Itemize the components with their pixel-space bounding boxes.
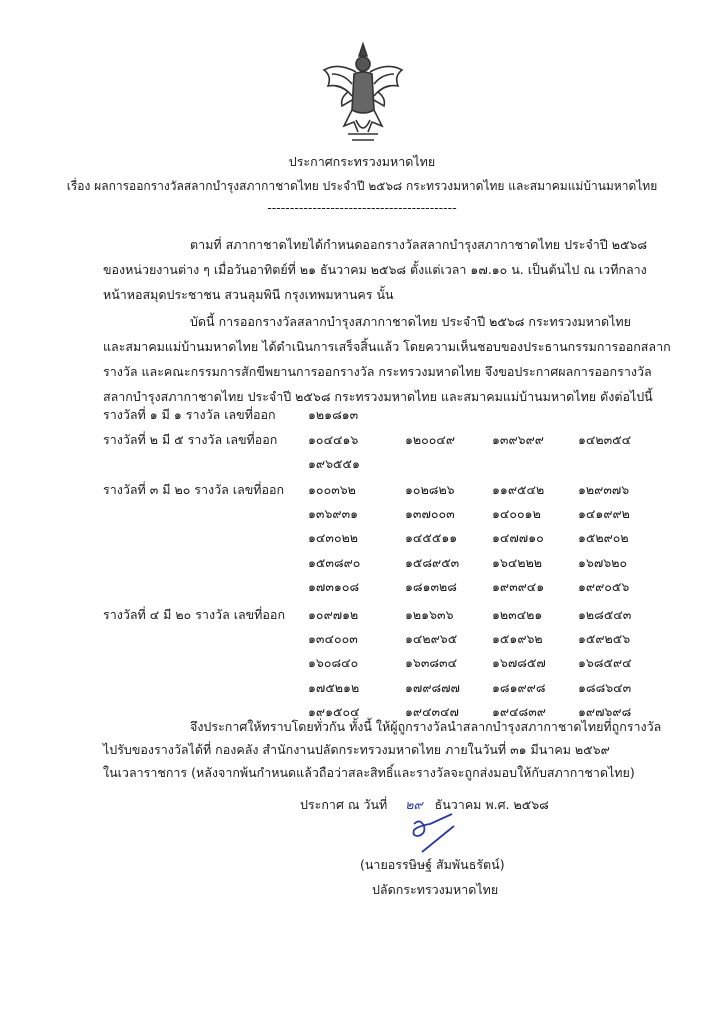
para3-line: ไปรับของรางวัลได้ที่ กองคลัง สำนักงานปลัดกระทรวงมหาดไทย ภายในวันที่ ๓๑ มีนาคม ๒๕๖๙ xyxy=(103,742,610,757)
prize-3-number: ๑๐๐๓๖๒ xyxy=(308,482,356,497)
prize-1-number: ๑๒๑๘๑๓ xyxy=(308,407,359,422)
garuda-emblem xyxy=(318,40,408,145)
prize-4-number: ๑๙๔๓๔๗ xyxy=(405,703,459,719)
date-day: ๒๙ xyxy=(405,797,423,812)
prize-4-number: ๑๓๔๐๐๓ xyxy=(308,631,358,647)
prize-4-number: ๑๖๗๘๕๗ xyxy=(492,655,546,671)
prize-3-number: ๑๕๘๙๕๓ xyxy=(405,554,460,570)
prize-2-label: รางวัลที่ ๒ มี ๕ รางวัล เลขที่ออก xyxy=(103,432,278,447)
para2-line: รางวัล และคณะกรรมการสักขีพยานการออกรางวัล กระทรวงมหาดไทย จึงขอประกาศผลการออกรางวัล xyxy=(103,364,652,379)
prize-3-number: ๑๘๑๓๒๘ xyxy=(405,578,457,594)
para3-line: ในเวลาราชการ (หลังจากพ้นกำหนดแล้วถือว่าสละสิทธิ์และรางวัลจะถูกส่งมอบให้กับสภากาชาดไทย) xyxy=(103,765,635,780)
prize-4-number: ๑๘๑๙๙๘ xyxy=(492,679,546,695)
prize-4-number: ๑๖๓๘๓๔ xyxy=(405,655,458,671)
prize-4-number: ๑๗๙๘๗๗ xyxy=(405,679,460,695)
prize-3-number: ๑๙๓๙๔๑ xyxy=(492,578,545,594)
prize-3-number: ๑๖๗๖๒๐ xyxy=(578,554,628,570)
prize-3-number: ๑๔๐๐๑๒ xyxy=(492,506,541,522)
prize-4-number: ๑๐๙๗๑๒ xyxy=(308,607,359,622)
prize-3-number: ๑๔๕๕๑๑ xyxy=(405,530,458,546)
prize-3-number: ๑๐๒๘๒๖ xyxy=(405,482,455,497)
announcement-subject: เรื่อง ผลการออกรางวัลสลากบำรุงสภากาชาดไทย ประจำปี ๒๕๖๘ กระทรวงมหาดไทย และสมาคมแม่บ้านมหาดไทย xyxy=(66,179,658,193)
prize-3-label: รางวัลที่ ๓ มี ๒๐ รางวัล เลขที่ออก xyxy=(103,482,285,497)
prize-1-label: รางวัลที่ ๑ มี ๑ รางวัล เลขที่ออก xyxy=(103,407,276,422)
prize-3-number: ๑๖๔๒๒๒ xyxy=(492,554,543,570)
prize-4-number: ๑๔๒๙๖๕ xyxy=(405,631,458,647)
prize-3-number: ๑๓๗๐๐๓ xyxy=(405,506,455,522)
prize-3-number: ๑๙๙๐๕๖ xyxy=(578,578,630,594)
date-prefix: ประกาศ ณ วันที่ xyxy=(300,797,388,812)
para2-line: และสมาคมแม่บ้านมหาดไทย ได้ดำเนินการเสร็จสิ้นแล้ว โดยความเห็นชอบของประธานกรรมการออกสลาก xyxy=(103,339,671,354)
prize-2-number: ๑๙๖๕๕๑ xyxy=(308,456,360,472)
prize-4-number: ๑๒๑๖๓๖ xyxy=(405,607,454,622)
signer-position: ปลัดกระทรวงมหาดไทย xyxy=(372,882,499,897)
para1-line: หน้าหอสมุดประชาชน สวนลุมพินี กรุงเทพมหานคร นั้น xyxy=(103,287,394,302)
prize-3-number: ๑๕๓๘๙๐ xyxy=(308,554,361,570)
prize-4-number: ๑๕๙๒๕๖ xyxy=(578,631,631,647)
prize-3-number: ๑๒๙๓๗๖ xyxy=(578,482,630,497)
prize-3-number: ๑๔๑๙๙๒ xyxy=(578,506,630,522)
announcement-title: ประกาศกระทรวงมหาดไทย xyxy=(288,154,436,169)
divider-line: ------------------------------------------ xyxy=(267,200,457,215)
prize-3-number: ๑๗๓๑๐๘ xyxy=(308,578,360,594)
prize-3-number: ๑๔๗๗๑๐ xyxy=(492,530,544,546)
signer-name: (นายอรรษิษฐ์ สัมพันธรัตน์) xyxy=(360,857,505,872)
prize-2-number: ๑๔๒๓๕๔ xyxy=(578,432,632,447)
para1-line: ตามที่ สภากาชาดไทยได้กำหนดออกรางวัลสลากบำรุงสภากาชาดไทย ประจำปี ๒๕๖๘ xyxy=(190,237,647,252)
prize-2-number: ๑๓๙๖๙๙ xyxy=(492,432,544,447)
prize-4-label: รางวัลที่ ๔ มี ๒๐ รางวัล เลขที่ออก xyxy=(103,607,286,622)
para1-line: ของหน่วยงานต่าง ๆ เมื่อวันอาทิตย์ที่ ๒๑ ธันวาคม ๒๕๖๘ ตั้งแต่เวลา ๑๗.๑๐ น. เป็นต้นไป ณ เวทีกลาง xyxy=(103,262,647,277)
prize-4-number: ๑๒๓๔๒๑ xyxy=(492,607,543,622)
prize-2-number: ๑๐๔๔๑๖ xyxy=(308,432,359,447)
prize-4-number: ๑๙๑๕๐๔ xyxy=(308,703,360,719)
para2-line: สลากบำรุงสภากาชาดไทย ประจำปี ๒๕๖๘ กระทรวงมหาดไทย และสมาคมแม่บ้านมหาดไทย ดังต่อไปนี้ xyxy=(103,389,653,404)
prize-3-number: ๑๔๓๐๒๒ xyxy=(308,530,359,546)
signature xyxy=(400,812,460,854)
prize-4-number: ๑๖๘๕๙๔ xyxy=(578,655,632,671)
para2-line: บัดนี้ การออกรางวัลสลากบำรุงสภากาชาดไทย ประจำปี ๒๕๖๘ กระทรวงมหาดไทย xyxy=(190,314,631,329)
prize-4-number: ๑๗๕๒๑๒ xyxy=(308,679,360,695)
prize-3-number: ๑๓๖๙๓๑ xyxy=(308,506,359,522)
prize-4-number: ๑๙๔๘๓๙ xyxy=(492,703,546,719)
prize-4-number: ๑๘๘๖๔๓ xyxy=(578,679,632,695)
prize-4-number: ๑๒๘๕๔๓ xyxy=(578,607,632,622)
prize-4-number: ๑๙๗๖๙๘ xyxy=(578,703,632,719)
prize-4-number: ๑๕๑๙๖๒ xyxy=(492,631,543,647)
prize-3-number: ๑๑๙๕๔๒ xyxy=(492,482,545,497)
para3-line: จึงประกาศให้ทราบโดยทั่วกัน ทั้งนี้ ให้ผู้ถูกรางวัลนำสลากบำรุงสภากาชาดไทยที่ถูกรางวัล xyxy=(190,719,662,734)
prize-2-number: ๑๒๐๐๔๙ xyxy=(405,432,456,447)
prize-3-number: ๑๕๒๙๐๒ xyxy=(578,530,629,546)
date-suffix: ธันวาคม พ.ศ. ๒๕๖๘ xyxy=(434,797,549,812)
prize-4-number: ๑๖๐๘๔๐ xyxy=(308,655,359,671)
